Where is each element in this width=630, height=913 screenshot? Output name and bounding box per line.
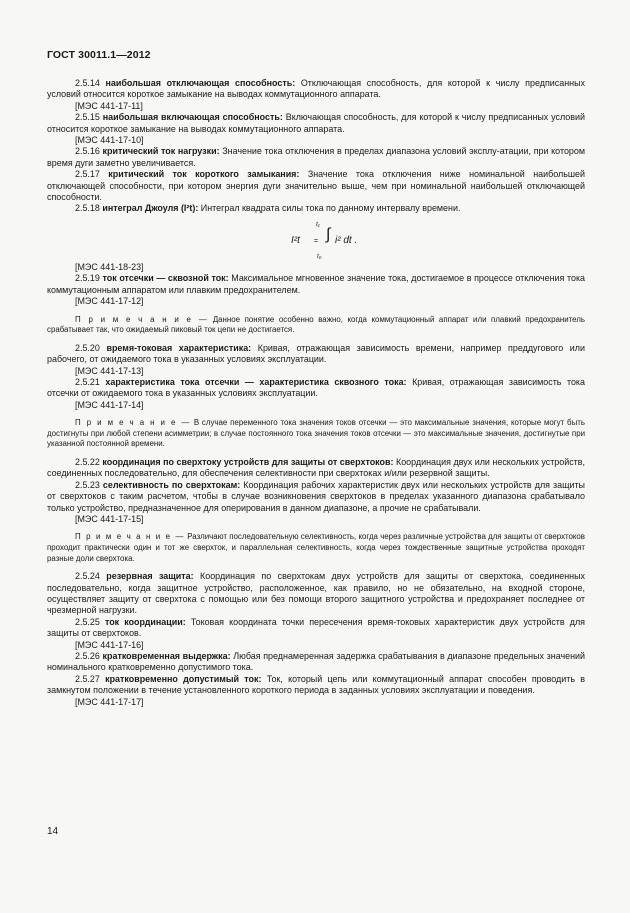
clause-ref: [МЭС 441-17-11]	[75, 100, 143, 111]
clause-2-5-24: 2.5.24 резервная защита: Координация по сверхтокам двух устройств для защиты от сверхтока, соединенных последовательно, когда защитное устройство, расположенное, как правило, но не обязательно, на входной стороне, осуществляет защиту от сверхтока с помощью или без помощи второго защитного устройства и предохраняет последнее от чрезмерной нагрузки.	[47, 571, 586, 616]
formula-equals: =	[314, 237, 319, 245]
integral-sign-icon: ∫	[326, 225, 331, 243]
clause-2-5-26: 2.5.26 кратковременная выдержка: Любая преднамеренная задержка срабатывания в диапазоне предельных значений номинального кратковременно допустимого тока.	[47, 650, 586, 673]
clause-ref: [МЭС 441-17-13]	[75, 365, 144, 376]
formula-lower-limit: t₀	[317, 252, 322, 260]
clause-ref: [МЭС 441-17-10]	[75, 135, 144, 146]
note: П р и м е ч а н и е — Различают последовательную селективность, когда через различные устройства для защиты от сверхтоков проходит практически один и тот же сверхток, и параллельная селективность, когда через тождественные защитные устройства проходят разные доли сверхтока.	[47, 532, 585, 563]
joule-integral-formula	[47, 217, 585, 261]
clause-2-5-25: 2.5.25 ток координации: Токовая координата точки пересечения время-токовых характеристик двух устройств для защиты от сверхтоков.	[47, 616, 586, 639]
clause-2-5-22: 2.5.22 координация по сверхтоку устройств для защиты от сверхтоков: Координация двух или нескольких устройств, соединенных последовательно, для обеспечения селективности при сверхтоках и/или резервной защиты.	[47, 456, 586, 479]
clause-2-5-14: 2.5.14 наибольшая отключающая способность: Отключающая способность, для которой к числу предписанных условий относится короткое замыкание на выводах коммутационного аппарата.	[47, 78, 586, 100]
page-number: 14	[47, 826, 59, 837]
formula-integrand: i² dt .	[335, 234, 358, 246]
clause-ref: [МЭС 441-17-16]	[75, 639, 144, 650]
clause-2-5-18: 2.5.18 интеграл Джоуля (I²t): Интеграл квадрата силы тока по данному интервалу времени.	[75, 203, 461, 214]
clause-2-5-19: 2.5.19 ток отсечки — сквозной ток: Максимальное мгновенное значение тока, достигаемое в процессе отключения тока коммутационным аппаратом или плавким предохранителем.	[47, 273, 586, 295]
clause-ref: [МЭС 441-17-12]	[75, 296, 144, 307]
clause-2-5-16: 2.5.16 критический ток нагрузки: Значение тока отключения в пределах диапазона условий эксплу-атации, при котором время дуги заметно увеличивается.	[47, 146, 586, 168]
clause-ref: [МЭС 441-17-17]	[75, 696, 144, 707]
note: П р и м е ч а н и е — В случае переменного тока значения токов отсечки — это максимальные значения, которые могут быть достигнуты при любой степени асимметрии; в случае постоянного тока значения токов отсечки — это максимальные значения, достигнутые при указанной постоянной времени.	[47, 418, 585, 449]
clause-ref: [МЭС 441-17-14]	[75, 399, 144, 410]
clause-2-5-15: 2.5.15 наибольшая включающая способность: Включающая способность, для которой к числу предписанных условий относится короткое замыкание на выводах коммутационного аппарата.	[47, 112, 586, 134]
clause-2-5-20: 2.5.20 время-токовая характеристика: Кривая, отражающая зависимость времени, например преддугового или рабочего, от ожидаемого тока в указанных условиях эксплуатации.	[47, 342, 585, 365]
formula-upper-limit: t₁	[316, 220, 320, 228]
clause-2-5-23: 2.5.23 селективность по сверхтокам: Координация рабочих характеристик двух или нескольких устройств для защиты от сверхтоков с таким расчетом, чтобы в случае возникновения сверхтоков в пределах указанного диапазона срабатывало только устройство, предназначенное для оперирования в данном диапазоне, а прочие не срабатывали.	[47, 479, 585, 513]
clause-2-5-21: 2.5.21 характеристика тока отсечки — характеристика сквозного тока: Кривая, отражающая зависимость тока отсечки от ожидаемого тока в указанных условиях эксплуатации.	[47, 376, 586, 399]
clause-2-5-27: 2.5.27 кратковременно допустимый ток: Ток, который цепь или коммутационный аппарат способен проводить в замкнутом положении в течение установленного короткого периода в заданных условиях эксплуатации и поведения.	[47, 673, 586, 696]
page-content	[47, 78, 585, 708]
formula-lhs: I²t	[291, 234, 300, 246]
page-header: ГОСТ 30011.1—2012	[47, 49, 151, 61]
note: П р и м е ч а н и е — Данное понятие особенно важно, когда коммутационный аппарат или плавкий предохранитель срабатывает так, что ожидаемый пиковый ток цепи не достигается.	[47, 314, 585, 335]
clause-ref: [МЭС 441-18-23]	[75, 261, 144, 272]
clause-2-5-17: 2.5.17 критический ток короткого замыкания: Значение тока отключения ниже номинальной наибольшей отключающей способности, при котором энергия дуги значительно выше, чем при номинальной наибольшей отключающей способности.	[47, 169, 586, 203]
clause-ref: [МЭС 441-17-15]	[75, 513, 144, 524]
